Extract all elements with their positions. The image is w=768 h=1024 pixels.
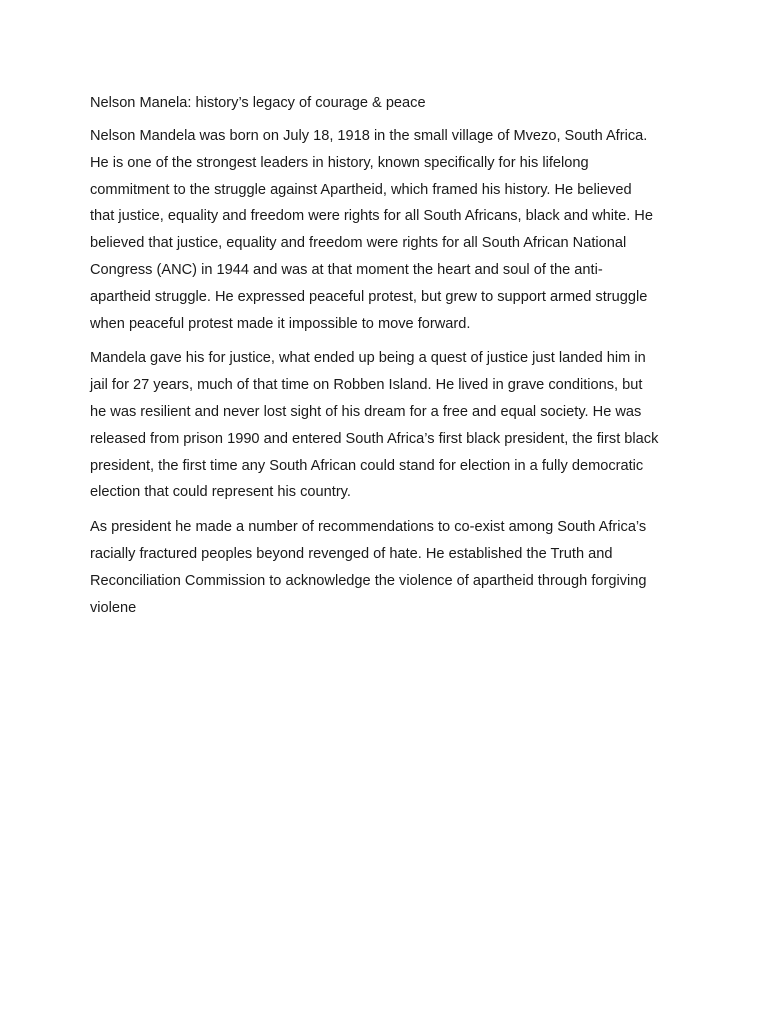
paragraph-line: Mandela gave his for justice, what ended up being a quest of justice just landed him in xyxy=(90,350,646,367)
document-title: Nelson Manela: history’s legacy of courage & peace xyxy=(90,95,426,111)
paragraph-line: when peaceful protest made it impossible to move forward. xyxy=(90,315,471,332)
paragraph-line: that justice, equality and freedom were rights for all South Africans, black and white. He xyxy=(90,208,653,225)
paragraph-1 xyxy=(90,123,686,337)
paragraph-line: believed that justice, equality and freedom were rights for all South African National xyxy=(90,235,627,252)
paragraph-line: commitment to the struggle against Apartheid, which framed his history. He believed xyxy=(90,181,632,198)
paragraph-line: Nelson Mandela was born on July 18, 1918 in the small village of Mvezo, South Africa. xyxy=(90,128,648,144)
paragraph-line: Reconciliation Commission to acknowledge the violence of apartheid through forgiving xyxy=(90,572,647,589)
paragraph-line: president, the first time any South African could stand for election in a fully democratic xyxy=(90,457,644,474)
paragraph-line: election that could represent his country. xyxy=(90,484,351,501)
paragraph-line: violene xyxy=(90,599,137,616)
paragraph-line: Congress (ANC) in 1944 and was at that moment the heart and soul of the anti- xyxy=(90,261,603,278)
paragraph-line: He is one of the strongest leaders in history, known specifically for his lifelong xyxy=(90,154,589,171)
paragraph-line: he was resilient and never lost sight of his dream for a free and equal society. He was xyxy=(90,403,642,420)
paragraph-3 xyxy=(90,514,686,621)
paragraph-2 xyxy=(90,345,686,506)
paragraph-line: As president he made a number of recommendations to co-exist among South Africa’s xyxy=(90,519,647,536)
document-body xyxy=(90,91,686,629)
paragraph-line: released from prison 1990 and entered South Africa’s first black president, the first black xyxy=(90,430,659,447)
paragraph-line: jail for 27 years, much of that time on Robben Island. He lived in grave conditions, but xyxy=(90,377,643,394)
paragraph-line: apartheid struggle. He expressed peaceful protest, but grew to support armed struggle xyxy=(90,288,648,305)
paragraph-line: racially fractured peoples beyond revenged of hate. He established the Truth and xyxy=(90,545,613,562)
